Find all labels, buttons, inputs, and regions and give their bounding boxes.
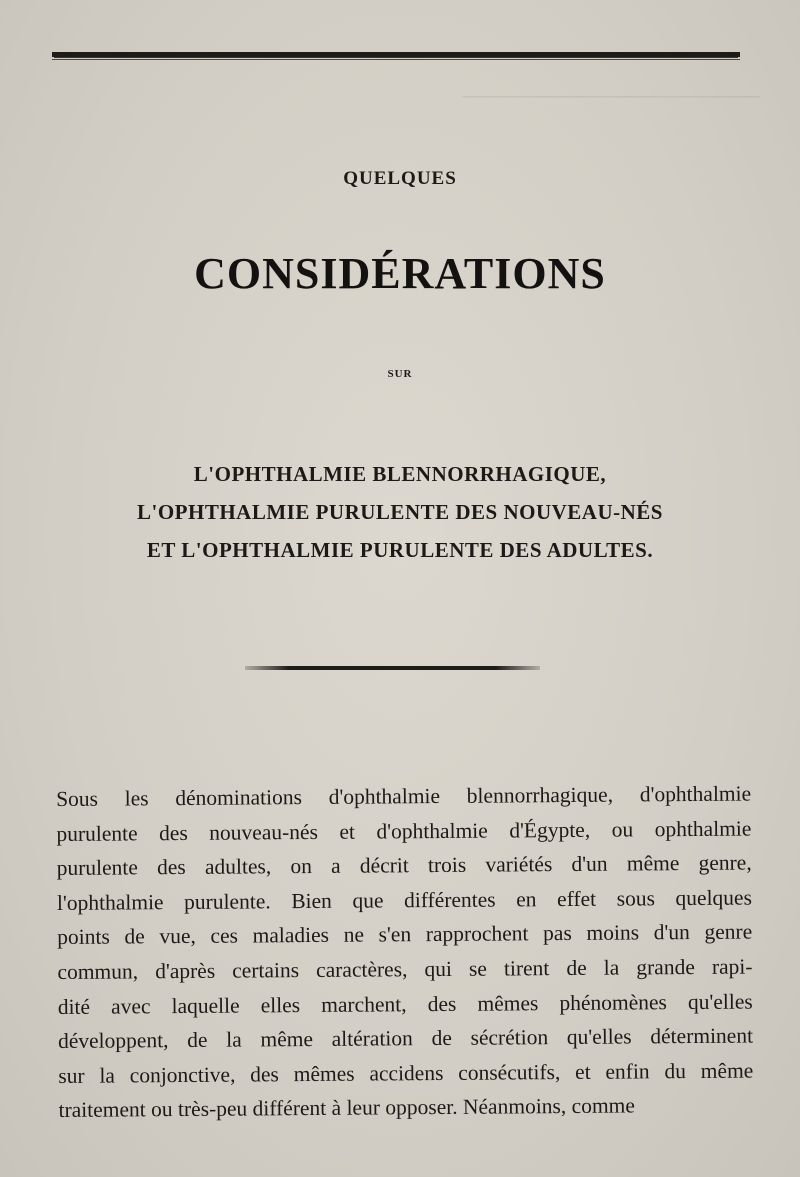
body-line: Sous les dénominations d'ophthalmie blennorrhagique, d'ophthalmie	[56, 781, 752, 811]
top-rule	[52, 52, 740, 57]
body-line: l'ophthalmie purulente. Bien que différentes en effet sous quelques	[56, 885, 753, 915]
section-rule	[245, 666, 540, 670]
body-line: traitement ou très-peu différent à leur opposer. Néanmoins, comme	[58, 1093, 635, 1123]
body-line: purulente des adultes, on a décrit trois variétés d'un même genre,	[56, 850, 752, 881]
subtitle-line: L'OPHTHALMIE PURULENTE DES NOUVEAU-NÉS	[137, 500, 663, 524]
heading-quelques: QUELQUES	[343, 168, 457, 189]
subtitle	[60, 455, 740, 569]
body-line: sur la conjonctive, des mêmes accidens consécutifs, et enfin du même	[58, 1058, 754, 1088]
body-line: purulente des nouveau-nés et d'ophthalmie d'Égypte, ou ophthalmie	[56, 816, 752, 846]
body-line: dité avec laquelle elles marchent, des mêmes phénomènes qu'elles	[57, 989, 753, 1019]
heading-sur: SUR	[387, 368, 413, 380]
page-title: CONSIDÉRATIONS	[194, 249, 606, 298]
bleed-through-texture: ────────────────────	[462, 84, 760, 108]
body-line: développent, de la même altération de sécrétion qu'elles déterminent	[57, 1023, 754, 1054]
body-line: commun, d'après certains caractères, qui se tirent de la grande rapi-	[57, 954, 753, 984]
body-line: points de vue, ces maladies ne s'en rapprochent pas moins d'un genre	[57, 919, 753, 950]
subtitle-line: ET L'OPHTHALMIE PURULENTE DES ADULTES.	[146, 538, 654, 562]
body-paragraph	[56, 777, 754, 1128]
subtitle-line: L'OPHTHALMIE BLENNORRHAGIQUE,	[193, 462, 607, 486]
